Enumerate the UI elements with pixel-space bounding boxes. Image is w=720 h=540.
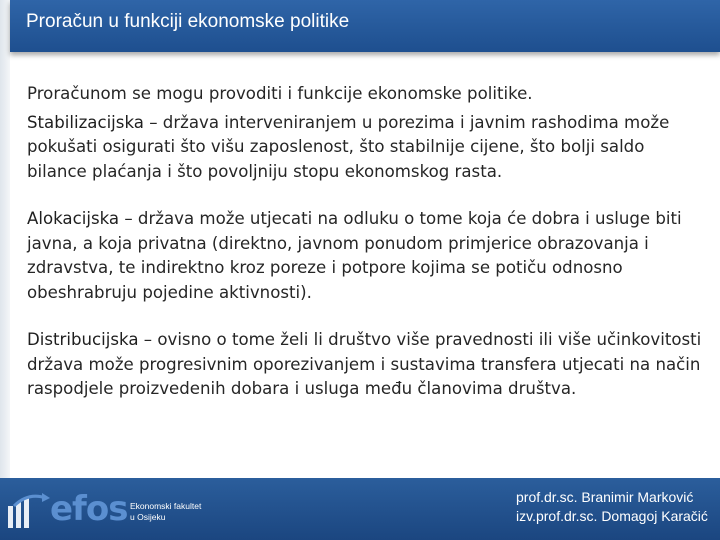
stabilization-term: Stabilizacijska [27, 112, 144, 132]
efos-logo [8, 488, 208, 532]
intro-paragraph: Proračunom se mogu provoditi i funkcije ekonomske politike. [27, 84, 533, 103]
stabilization-text: – država interveniranjem u porezima i javnim rashodima može pokušati osigurati što višu zaposlenost, što stabilnije cijene, što bolji saldo bilance plaćanja i što povoljniju stopu ekonomskog rasta. [27, 112, 670, 181]
stabilization-paragraph [27, 111, 707, 185]
allocation-paragraph [27, 207, 707, 305]
left-border-strip [0, 0, 10, 540]
allocation-term: Alokacijska [27, 209, 120, 228]
logo-swoosh-icon [12, 490, 52, 510]
title-bar [10, 0, 720, 52]
allocation-text: – država može utjecati na odluku o tome koja će dobra i usluge biti javna, a koja privatna (direktno, javnom ponudom primjerice obrazovanja i zdravstva, te indirektno kroz poreze i potpore kojima se potiču odnosno obeshrabruju pojedine aktivnosti). [27, 209, 682, 302]
distribution-paragraph [27, 328, 707, 402]
logo-subtitle-line2: u Osijeku [130, 512, 166, 522]
slide-title: Proračun u funkciji ekonomske politike [26, 11, 350, 32]
author-2: izv.prof.dr.sc. Domagoj Karačić [516, 508, 708, 524]
logo-subtitle [130, 501, 201, 523]
author-1: prof.dr.sc. Branimir Marković [516, 489, 694, 505]
authors-block [516, 488, 708, 526]
distribution-term: Distribucijska [27, 330, 139, 349]
logo-subtitle-line1: Ekonomski fakultet [130, 501, 202, 511]
footer-bar [0, 478, 720, 540]
logo-wordmark: efos [50, 489, 128, 529]
distribution-text: – ovisno o tome želi li društvo više pravednosti ili više učinkovitosti država može progresivnim oporezivanjem i sustavima transfera utjecati na način raspodjele proizvedenih dobara i usluga među članovima društva. [27, 330, 702, 398]
slide-body [27, 82, 707, 402]
